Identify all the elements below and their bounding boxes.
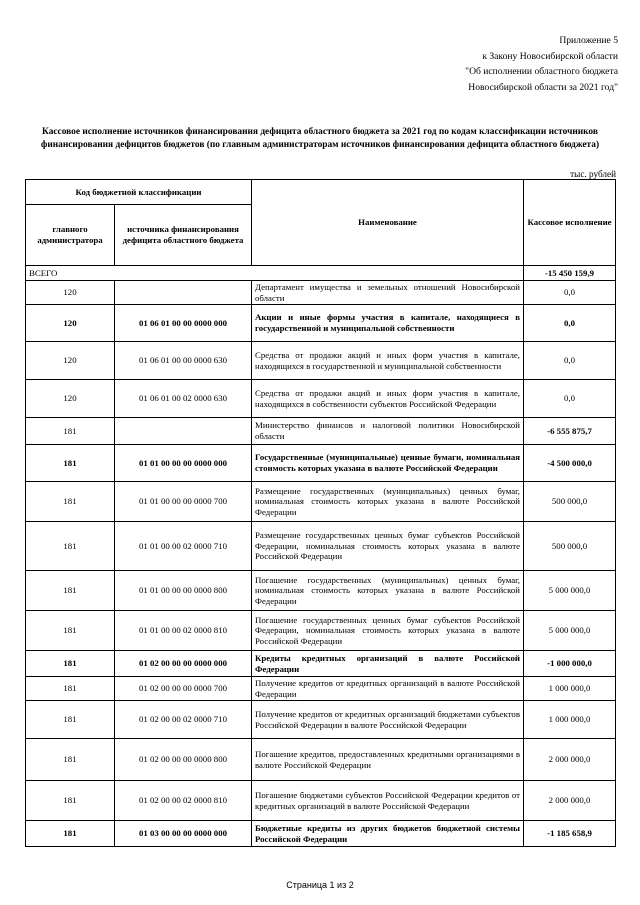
table-row bbox=[26, 651, 616, 677]
value-cell: 0,0 bbox=[524, 342, 616, 380]
header-name: Наименование bbox=[252, 180, 524, 266]
admin-code-cell: 120 bbox=[26, 342, 115, 380]
source-code-cell: 01 01 00 00 00 0000 800 bbox=[115, 571, 252, 611]
table-row bbox=[26, 781, 616, 821]
header-admin: главного администратора bbox=[26, 205, 115, 266]
value-cell: 500 000,0 bbox=[524, 522, 616, 571]
admin-code-cell: 181 bbox=[26, 571, 115, 611]
source-code-cell: 01 02 00 00 02 0000 710 bbox=[115, 701, 252, 739]
value-cell: -1 185 658,9 bbox=[524, 821, 616, 847]
admin-code-cell: 181 bbox=[26, 651, 115, 677]
source-code-cell: 01 02 00 00 02 0000 810 bbox=[115, 781, 252, 821]
source-code-cell: 01 03 00 00 00 0000 000 bbox=[115, 821, 252, 847]
name-cell: Министерство финансов и налоговой политики Новосибирской области bbox=[252, 418, 524, 445]
document-title: Кассовое исполнение источников финансирования дефицита областного бюджета за 2021 год по кодам классификации источников финансирования дефицитов бюджетов (по главным администраторам источников финансирования дефицита областного бюджета) bbox=[40, 127, 600, 150]
value-cell: 0,0 bbox=[524, 281, 616, 305]
budget-table bbox=[25, 179, 616, 847]
value-cell: 2 000 000,0 bbox=[524, 781, 616, 821]
source-code-cell: 01 01 00 00 02 0000 810 bbox=[115, 611, 252, 651]
admin-code-cell: 181 bbox=[26, 445, 115, 482]
table-row bbox=[26, 342, 616, 380]
appendix-header bbox=[318, 33, 618, 95]
value-cell: 1 000 000,0 bbox=[524, 701, 616, 739]
header-source: источника финансирования дефицита областного бюджета bbox=[115, 205, 252, 266]
source-code-cell: 01 06 01 00 00 0000 000 bbox=[115, 305, 252, 342]
total-value: -15 450 159,9 bbox=[524, 266, 616, 281]
appendix-line: Новосибирской области за 2021 год" bbox=[468, 81, 618, 93]
admin-code-cell: 181 bbox=[26, 821, 115, 847]
name-cell: Средства от продажи акций и иных форм участия в капитале, находящихся в собственности субъектов Российской Федерации bbox=[252, 380, 524, 418]
page-footer: Страница 1 из 2 bbox=[286, 880, 354, 890]
table-row bbox=[26, 677, 616, 701]
name-cell: Размещение государственных ценных бумаг субъектов Российской Федерации, номинальная стоимость которых указана в валюте Российской Федерации bbox=[252, 522, 524, 571]
table-row bbox=[26, 305, 616, 342]
source-code-cell: 01 06 01 00 00 0000 630 bbox=[115, 342, 252, 380]
table-row bbox=[26, 571, 616, 611]
table-row bbox=[26, 611, 616, 651]
value-cell: -6 555 875,7 bbox=[524, 418, 616, 445]
value-cell: 1 000 000,0 bbox=[524, 677, 616, 701]
appendix-line: "Об исполнении областного бюджета bbox=[465, 66, 618, 77]
name-cell: Погашение бюджетами субъектов Российской Федерации кредитов от кредитных организаций в валюте Российской Федерации bbox=[252, 781, 524, 821]
appendix-line: к Закону Новосибирской области bbox=[482, 50, 618, 62]
table-row bbox=[26, 482, 616, 522]
admin-code-cell: 120 bbox=[26, 305, 115, 342]
total-label: ВСЕГО bbox=[26, 266, 524, 281]
source-code-cell: 01 02 00 00 00 0000 800 bbox=[115, 739, 252, 781]
admin-code-cell: 120 bbox=[26, 281, 115, 305]
value-cell: 500 000,0 bbox=[524, 482, 616, 522]
name-cell: Департамент имущества и земельных отношений Новосибирской области bbox=[252, 281, 524, 305]
admin-code-cell: 181 bbox=[26, 522, 115, 571]
name-cell: Государственные (муниципальные) ценные бумаги, номинальная стоимость которых указана в валюте Российской Федерации bbox=[252, 445, 524, 482]
table-row bbox=[26, 281, 616, 305]
source-code-cell: 01 02 00 00 00 0000 000 bbox=[115, 651, 252, 677]
source-code-cell: 01 06 01 00 02 0000 630 bbox=[115, 380, 252, 418]
value-cell: -1 000 000,0 bbox=[524, 651, 616, 677]
unit-label: тыс. рублей bbox=[570, 169, 616, 179]
appendix-line: Приложение 5 bbox=[559, 35, 618, 46]
admin-code-cell: 120 bbox=[26, 380, 115, 418]
name-cell: Получение кредитов от кредитных организаций бюджетами субъектов Российской Федерации в валюте Российской Федерации bbox=[252, 701, 524, 739]
source-code-cell: 01 02 00 00 00 0000 700 bbox=[115, 677, 252, 701]
admin-code-cell: 181 bbox=[26, 418, 115, 445]
table-row bbox=[26, 380, 616, 418]
table-row bbox=[26, 522, 616, 571]
source-code-cell: 01 01 00 00 02 0000 710 bbox=[115, 522, 252, 571]
source-code-cell: 01 01 00 00 00 0000 700 bbox=[115, 482, 252, 522]
admin-code-cell: 181 bbox=[26, 739, 115, 781]
table-row bbox=[26, 701, 616, 739]
name-cell: Кредиты кредитных организаций в валюте Российской Федерации bbox=[252, 651, 524, 677]
value-cell: 2 000 000,0 bbox=[524, 739, 616, 781]
name-cell: Погашение государственных ценных бумаг субъектов Российской Федерации, номинальная стоимость которых указана в валюте Российской Федерации bbox=[252, 611, 524, 651]
name-cell: Акции и иные формы участия в капитале, находящиеся в государственной и муниципальной собственности bbox=[252, 305, 524, 342]
table-row bbox=[26, 418, 616, 445]
admin-code-cell: 181 bbox=[26, 701, 115, 739]
name-cell: Погашение кредитов, предоставленных кредитными организациями в валюте Российской Федерации bbox=[252, 739, 524, 781]
name-cell: Размещение государственных (муниципальных) ценных бумаг, номинальная стоимость которых указана в валюте Российской Федерации bbox=[252, 482, 524, 522]
source-code-cell: 01 01 00 00 00 0000 000 bbox=[115, 445, 252, 482]
name-cell: Средства от продажи акций и иных форм участия в капитале, находящихся в государственной и муниципальной собственности bbox=[252, 342, 524, 380]
value-cell: 0,0 bbox=[524, 380, 616, 418]
value-cell: 5 000 000,0 bbox=[524, 611, 616, 651]
header-value: Кассовое исполнение bbox=[524, 180, 616, 266]
table-row bbox=[26, 821, 616, 847]
table-row bbox=[26, 739, 616, 781]
source-code-cell bbox=[115, 281, 252, 305]
name-cell: Получение кредитов от кредитных организаций в валюте Российской Федерации bbox=[252, 677, 524, 701]
admin-code-cell: 181 bbox=[26, 781, 115, 821]
name-cell: Погашение государственных (муниципальных) ценных бумаг, номинальная стоимость которых указана в валюте Российской Федерации bbox=[252, 571, 524, 611]
source-code-cell bbox=[115, 418, 252, 445]
admin-code-cell: 181 bbox=[26, 482, 115, 522]
name-cell: Бюджетные кредиты из других бюджетов бюджетной системы Российской Федерации bbox=[252, 821, 524, 847]
value-cell: 5 000 000,0 bbox=[524, 571, 616, 611]
admin-code-cell: 181 bbox=[26, 611, 115, 651]
value-cell: -4 500 000,0 bbox=[524, 445, 616, 482]
header-code-group: Код бюджетной классификации bbox=[26, 180, 252, 205]
value-cell: 0,0 bbox=[524, 305, 616, 342]
table-row bbox=[26, 445, 616, 482]
admin-code-cell: 181 bbox=[26, 677, 115, 701]
